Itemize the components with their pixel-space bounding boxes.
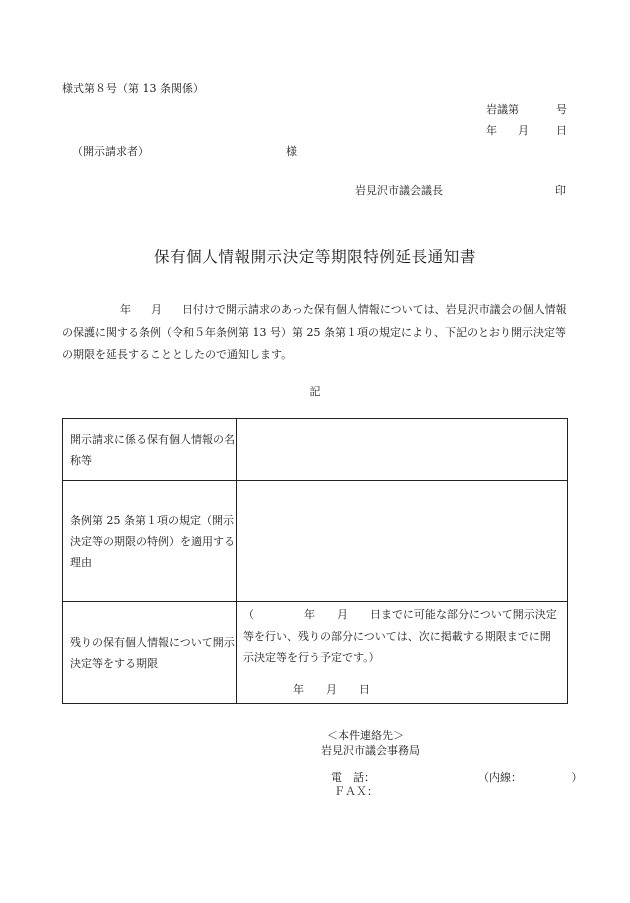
extension-label: （内線： ） (478, 771, 583, 784)
contact-office: 岩見沢市議会事務局 (321, 744, 420, 757)
row3-label: 残りの保有個人情報について開示決定等をする期限 (63, 602, 237, 704)
row3-deadline-date (243, 681, 561, 697)
body-text: 日付けで開示請求のあった保有個人情報については、岩見沢市議会の個人情報の保護に関する条例（令和５年条例第 13 号）第 25 条第１項の規定により、下記のとおり開示決定等の期限を延長することとしたので通知します。 (62, 303, 567, 361)
requester-label: （開示請求者） (72, 145, 149, 158)
body-year: 年 (120, 303, 131, 316)
row3-text: 日までに可能な部分について開示決定等を行い、残りの部分については、次に掲載する期限までに開示決定等を行う予定です。） (243, 608, 557, 664)
telephone-label: 電 話： (331, 771, 375, 784)
form-number: 様式第８号（第 13 条関係） (62, 82, 204, 95)
table-row (63, 481, 568, 602)
row3-date-month: 月 (326, 682, 337, 696)
fax-label: ＦＡＸ： (334, 785, 378, 798)
detail-table (62, 418, 568, 704)
issue-date-month: 月 (518, 124, 529, 137)
document-number-suffix: 号 (556, 103, 567, 116)
contact-heading: ＜本件連絡先＞ (327, 729, 404, 742)
body-paragraph (62, 299, 569, 367)
table-row (63, 419, 568, 481)
table-row (63, 602, 568, 704)
seal-mark: 印 (555, 184, 566, 197)
sender-name: 岩見沢市議会議長 (355, 184, 443, 197)
row3-open-paren: （ (243, 608, 254, 621)
row3-extension-text (243, 602, 561, 669)
row3-date-day: 日 (359, 682, 370, 696)
row2-value (237, 481, 568, 602)
requester-honorific: 様 (286, 145, 297, 158)
row1-value (237, 419, 568, 481)
row3-year: 年 (304, 608, 315, 621)
issue-date (486, 122, 567, 138)
issue-date-day: 日 (556, 124, 567, 137)
row3-value (237, 602, 568, 704)
document-title: 保有個人情報開示決定等期限特例延長通知書 (153, 248, 476, 266)
issue-date-year: 年 (486, 124, 497, 137)
ki-heading: 記 (309, 385, 321, 398)
body-month: 月 (151, 303, 162, 316)
row1-label: 開示請求に係る保有個人情報の名称等 (63, 419, 237, 481)
row3-month: 月 (337, 608, 348, 621)
document-number-prefix: 岩議第 (486, 103, 519, 116)
row2-label: 条例第 25 条第１項の規定（開示決定等の期限の特例）を適用する理由 (63, 481, 237, 602)
row3-date-year: 年 (293, 682, 304, 696)
